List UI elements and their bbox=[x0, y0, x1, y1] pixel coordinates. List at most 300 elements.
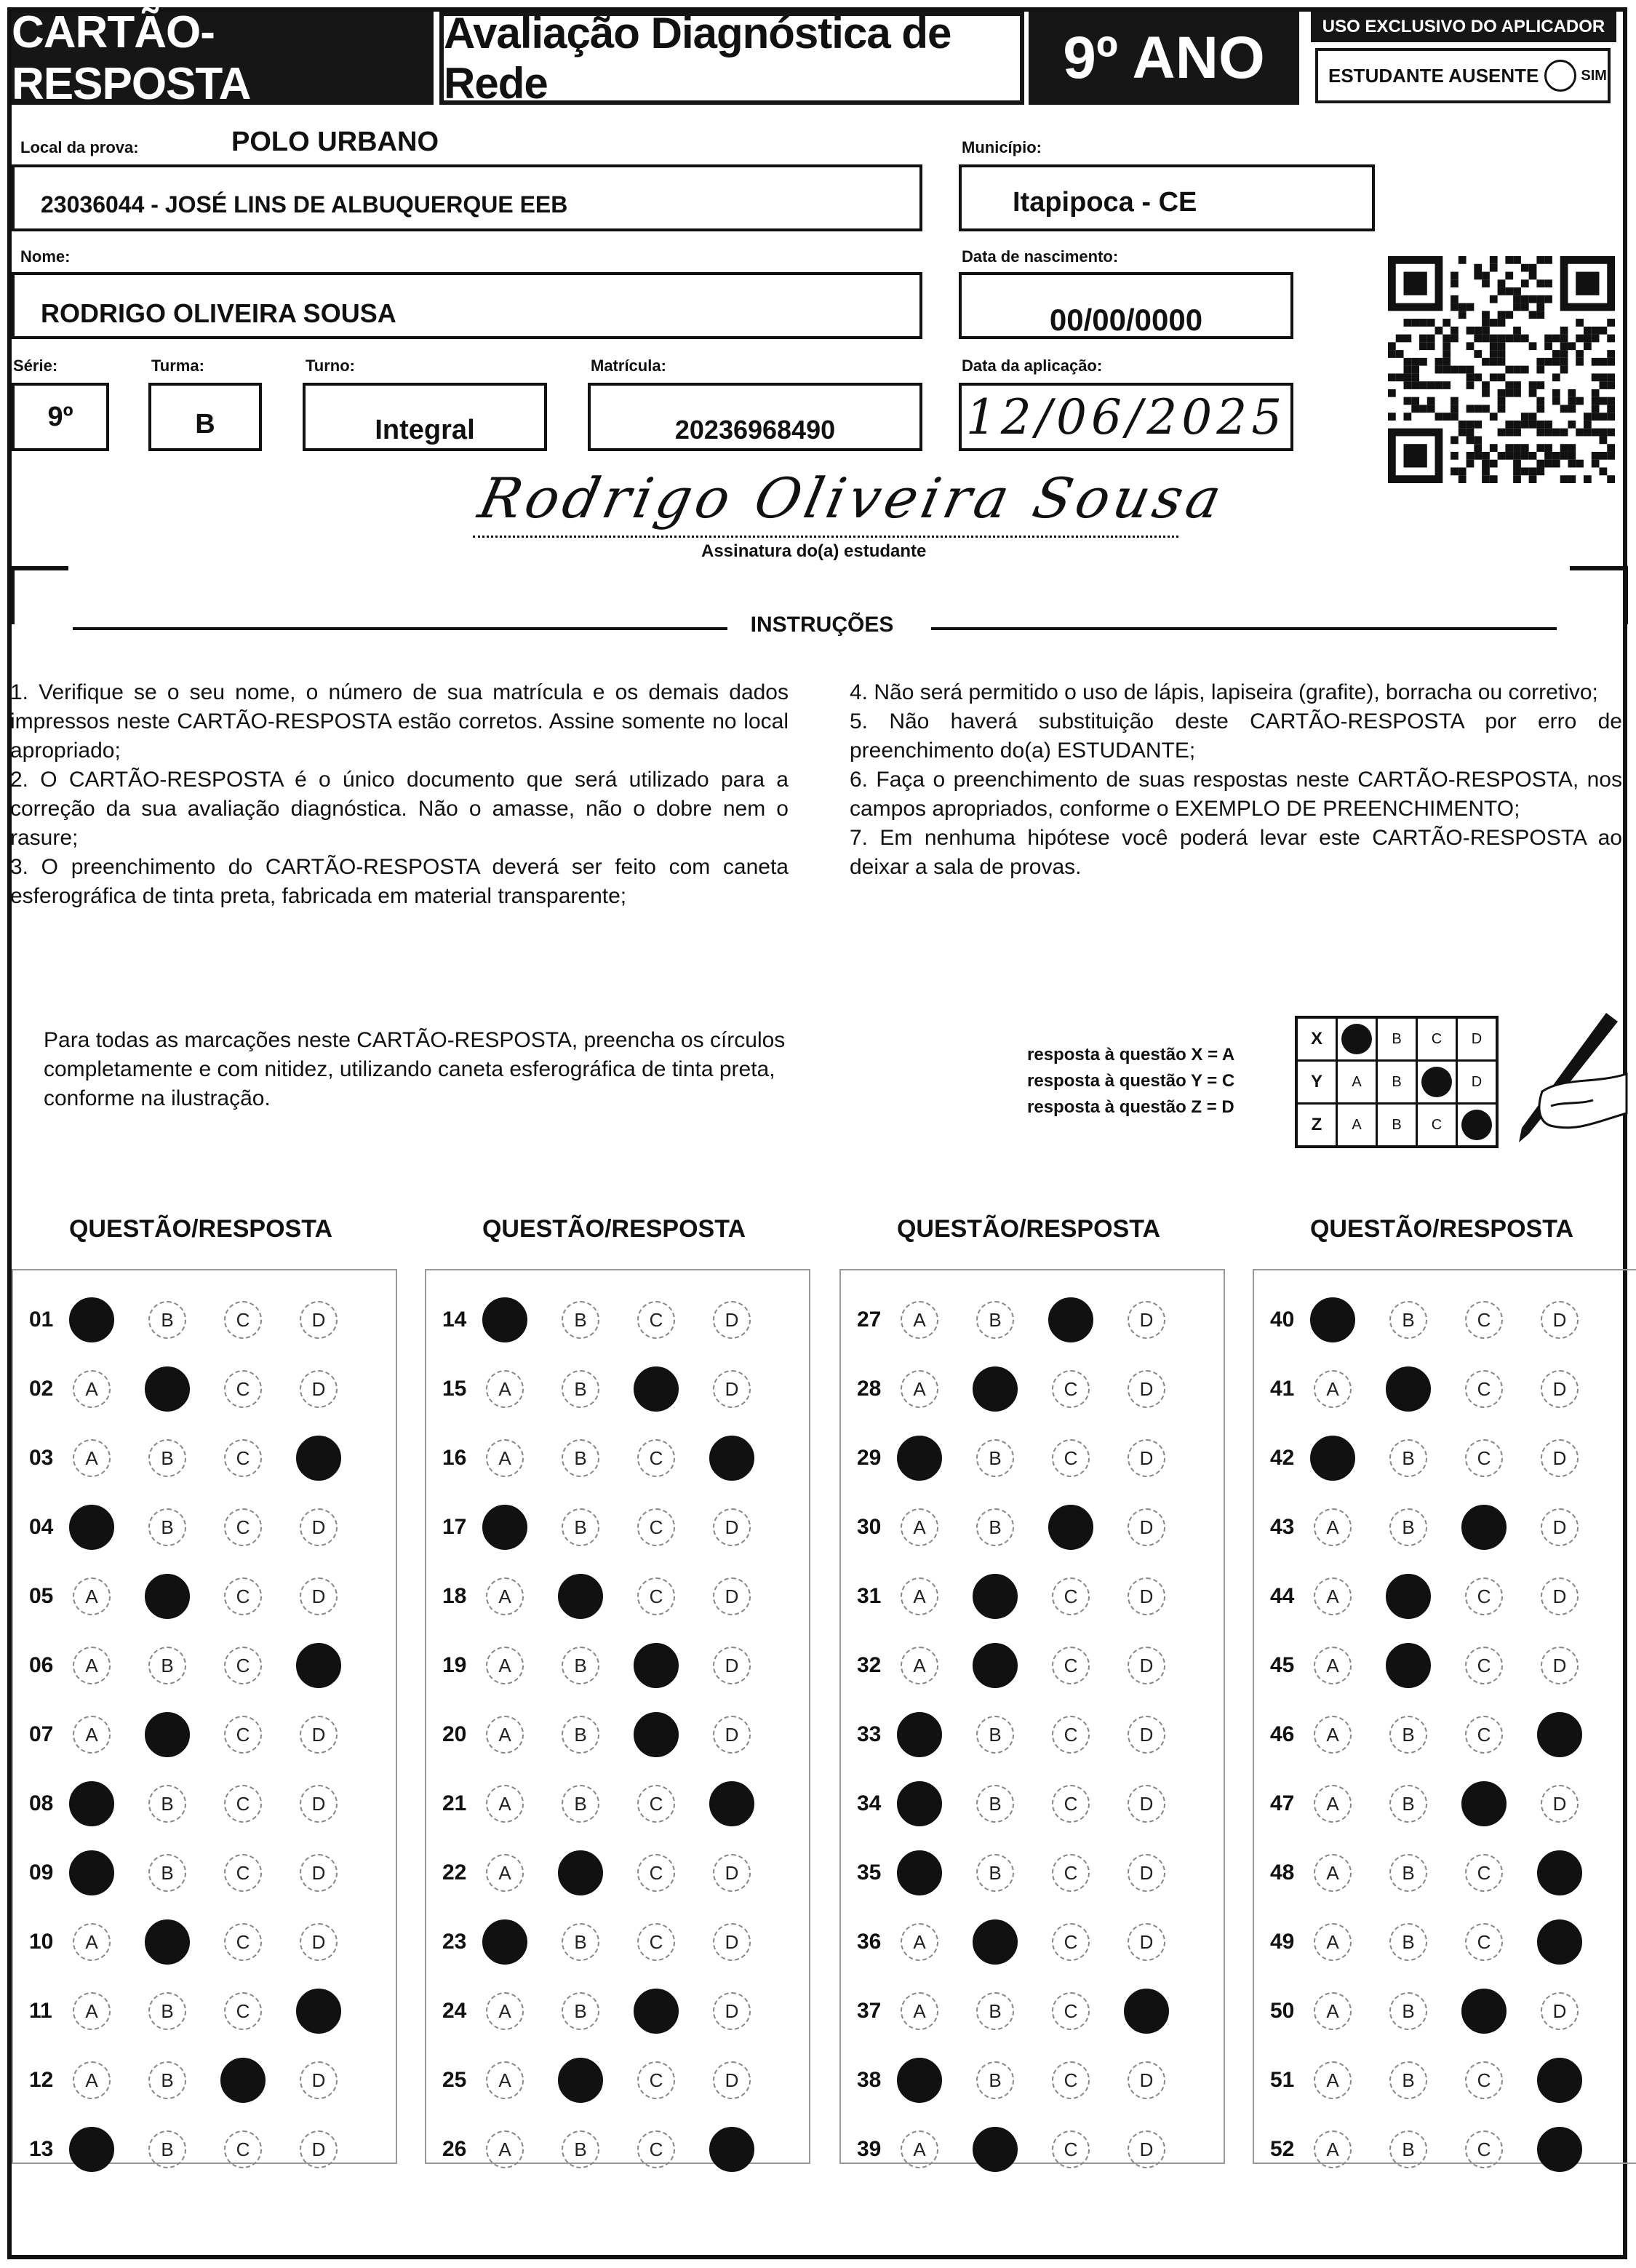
answer-bubble[interactable]: D bbox=[300, 1301, 338, 1339]
answer-bubble[interactable]: A bbox=[73, 1439, 111, 1477]
answer-bubble[interactable]: A bbox=[486, 1647, 524, 1684]
answer-bubble[interactable]: A bbox=[486, 1785, 524, 1823]
answer-bubble-filled[interactable] bbox=[1124, 1989, 1169, 2034]
answer-bubble[interactable]: B bbox=[1389, 1439, 1427, 1477]
answer-bubble-filled[interactable] bbox=[973, 1366, 1018, 1412]
municipio-value: Itapipoca - CE bbox=[1013, 187, 1197, 218]
answer-bubble[interactable]: C bbox=[1052, 1785, 1090, 1823]
answer-bubble[interactable]: A bbox=[486, 1854, 524, 1892]
answer-bubble[interactable]: A bbox=[73, 1647, 111, 1684]
instructions-left bbox=[10, 678, 789, 911]
answer-bubble[interactable]: A bbox=[901, 1992, 938, 2030]
answer-bubble-filled[interactable] bbox=[634, 1366, 679, 1412]
answer-bubble[interactable]: D bbox=[713, 1577, 751, 1615]
turma-field bbox=[148, 383, 262, 451]
answer-bubble[interactable]: C bbox=[1465, 1647, 1503, 1684]
absent-checkbox[interactable] bbox=[1544, 60, 1576, 92]
answer-bubble[interactable]: B bbox=[1389, 1785, 1427, 1823]
question-row bbox=[1270, 1300, 1616, 1340]
answer-bubble[interactable]: A bbox=[901, 1647, 938, 1684]
answer-bubble-filled[interactable] bbox=[897, 1850, 942, 1895]
pen-hand-icon bbox=[1484, 1004, 1629, 1150]
answer-bubble[interactable]: B bbox=[976, 1439, 1014, 1477]
answer-bubble-filled[interactable] bbox=[1386, 1366, 1431, 1412]
answer-bubble-filled[interactable] bbox=[69, 1850, 114, 1895]
answer-bubble[interactable]: A bbox=[901, 1577, 938, 1615]
example-bubble: C bbox=[1417, 1104, 1457, 1147]
answer-bubble-filled[interactable] bbox=[973, 2127, 1018, 2172]
serie-value: 9º bbox=[47, 401, 73, 432]
answer-bubble[interactable]: B bbox=[976, 2061, 1014, 2099]
answer-bubble-filled[interactable] bbox=[709, 2127, 754, 2172]
answer-bubble[interactable]: B bbox=[976, 1992, 1014, 2030]
answer-bubble[interactable]: D bbox=[713, 2061, 751, 2099]
answer-bubble[interactable]: C bbox=[1052, 1716, 1090, 1754]
question-number: 33 bbox=[857, 1722, 882, 1746]
answer-bubble[interactable]: B bbox=[562, 1370, 599, 1408]
answer-bubble[interactable]: B bbox=[148, 1301, 186, 1339]
answer-bubble-filled[interactable] bbox=[296, 1643, 341, 1688]
nascimento-value: 00/00/0000 bbox=[1049, 303, 1203, 337]
example-bubble: C bbox=[1417, 1017, 1457, 1061]
answer-bubble[interactable]: C bbox=[1465, 2130, 1503, 2168]
question-row bbox=[1270, 2129, 1616, 2170]
question-number: 41 bbox=[1270, 1377, 1295, 1401]
answer-bubble-filled[interactable] bbox=[558, 1850, 603, 1895]
answer-bubble[interactable]: D bbox=[1128, 1923, 1165, 1961]
question-number: 43 bbox=[1270, 1515, 1295, 1539]
answer-bubble[interactable]: B bbox=[976, 1854, 1014, 1892]
question-number: 25 bbox=[442, 2068, 467, 2092]
answer-bubble[interactable]: B bbox=[148, 1785, 186, 1823]
question-number: 31 bbox=[857, 1584, 882, 1608]
question-row bbox=[29, 1576, 375, 1617]
nascimento-label: Data de nascimento: bbox=[962, 247, 1119, 266]
answer-bubble[interactable]: B bbox=[976, 1301, 1014, 1339]
answer-bubble[interactable]: A bbox=[486, 1577, 524, 1615]
question-number: 36 bbox=[857, 1930, 882, 1954]
column-title: QUESTÃO/RESPOSTA bbox=[482, 1215, 746, 1243]
answer-bubble[interactable]: D bbox=[713, 1716, 751, 1754]
answer-bubble[interactable]: C bbox=[224, 1923, 262, 1961]
question-row bbox=[29, 2129, 375, 2170]
answer-bubble[interactable]: C bbox=[224, 1301, 262, 1339]
question-number: 49 bbox=[1270, 1930, 1295, 1954]
answer-bubble[interactable]: B bbox=[1389, 1301, 1427, 1339]
question-number: 16 bbox=[442, 1446, 467, 1470]
answer-bubble-filled[interactable] bbox=[1386, 1574, 1431, 1619]
answer-bubble[interactable]: B bbox=[562, 2130, 599, 2168]
question-row bbox=[442, 1783, 789, 1824]
answer-bubble-filled[interactable] bbox=[296, 1436, 341, 1481]
answer-bubble[interactable]: D bbox=[713, 1854, 751, 1892]
example-legend bbox=[1027, 1042, 1234, 1121]
answer-bubble[interactable]: B bbox=[1389, 1992, 1427, 2030]
answer-bubble[interactable]: D bbox=[1128, 1577, 1165, 1615]
answer-bubble[interactable]: B bbox=[148, 1647, 186, 1684]
question-number: 15 bbox=[442, 1377, 467, 1401]
example-bubble: D bbox=[1457, 1061, 1498, 1104]
question-row bbox=[29, 1645, 375, 1686]
answer-bubble[interactable]: D bbox=[713, 1301, 751, 1339]
answer-bubble[interactable]: C bbox=[1052, 1647, 1090, 1684]
answer-bubble-filled[interactable] bbox=[482, 1919, 527, 1965]
municipio-label: Município: bbox=[962, 138, 1042, 156]
answer-bubble[interactable]: D bbox=[1541, 1577, 1579, 1615]
answer-bubble[interactable]: A bbox=[1314, 2130, 1352, 2168]
answer-bubble[interactable]: A bbox=[486, 1370, 524, 1408]
aplicacao-field bbox=[959, 383, 1293, 451]
answer-bubble-filled[interactable] bbox=[482, 1297, 527, 1342]
answer-bubble-filled[interactable] bbox=[973, 1643, 1018, 1688]
answer-bubble[interactable]: D bbox=[1541, 1992, 1579, 2030]
answer-bubble-filled[interactable] bbox=[69, 1297, 114, 1342]
answer-bubble[interactable]: B bbox=[148, 1508, 186, 1546]
answer-bubble[interactable]: A bbox=[1314, 1508, 1352, 1546]
question-number: 09 bbox=[29, 1861, 54, 1885]
answer-bubble[interactable]: D bbox=[1128, 2130, 1165, 2168]
answer-bubble[interactable]: B bbox=[976, 1785, 1014, 1823]
answer-bubble[interactable]: D bbox=[1541, 1439, 1579, 1477]
answer-bubble[interactable]: C bbox=[1052, 2061, 1090, 2099]
example-row bbox=[1296, 1061, 1497, 1104]
answer-bubble[interactable]: A bbox=[73, 1992, 111, 2030]
answer-bubble[interactable]: D bbox=[1128, 1647, 1165, 1684]
answer-bubble[interactable]: C bbox=[1052, 1854, 1090, 1892]
answer-bubble[interactable]: D bbox=[1541, 1508, 1579, 1546]
answer-bubble[interactable]: A bbox=[1314, 1577, 1352, 1615]
question-row bbox=[857, 1783, 1203, 1824]
answer-bubble[interactable]: B bbox=[976, 1508, 1014, 1546]
answer-bubble-filled[interactable] bbox=[1537, 2058, 1582, 2103]
answer-bubble-filled[interactable] bbox=[220, 2058, 266, 2103]
answer-bubble-filled[interactable] bbox=[1461, 1989, 1507, 2034]
answer-bubble[interactable]: D bbox=[1128, 1301, 1165, 1339]
question-number: 47 bbox=[1270, 1791, 1295, 1815]
question-row bbox=[29, 1438, 375, 1479]
answer-bubble[interactable]: B bbox=[148, 1439, 186, 1477]
question-row bbox=[857, 1507, 1203, 1548]
answer-bubble[interactable]: B bbox=[562, 1439, 599, 1477]
answer-bubble[interactable]: C bbox=[1052, 1577, 1090, 1615]
answer-bubble-filled[interactable] bbox=[69, 1781, 114, 1826]
example-filled-bubble bbox=[1417, 1061, 1457, 1104]
example-grid bbox=[1295, 1016, 1499, 1148]
answer-bubble[interactable]: C bbox=[224, 2130, 262, 2168]
answer-bubble[interactable]: D bbox=[1128, 1785, 1165, 1823]
answer-bubble-filled[interactable] bbox=[145, 1366, 190, 1412]
answer-bubble-filled[interactable] bbox=[145, 1712, 190, 1757]
answer-bubble[interactable]: C bbox=[637, 1439, 675, 1477]
answer-bubble[interactable]: C bbox=[1465, 1301, 1503, 1339]
answer-bubble[interactable]: D bbox=[300, 1577, 338, 1615]
answer-bubble[interactable]: A bbox=[1314, 2061, 1352, 2099]
question-number: 12 bbox=[29, 2068, 54, 2092]
example-row-label: X bbox=[1296, 1017, 1337, 1061]
question-number: 51 bbox=[1270, 2068, 1295, 2092]
answer-bubble[interactable]: A bbox=[73, 1716, 111, 1754]
answer-bubble[interactable]: C bbox=[1465, 1577, 1503, 1615]
answer-bubble[interactable]: B bbox=[148, 2130, 186, 2168]
answer-bubble[interactable]: C bbox=[224, 1647, 262, 1684]
answer-bubble-filled[interactable] bbox=[634, 1643, 679, 1688]
instruction-item: 5. Não haverá substituição deste CARTÃO-RESPOSTA por erro de preenchimento do(a) ESTUDANTE; bbox=[850, 709, 1622, 763]
question-number: 34 bbox=[857, 1791, 882, 1815]
answer-bubble[interactable]: D bbox=[713, 1647, 751, 1684]
municipio-field bbox=[959, 164, 1375, 231]
applicator-header: USO EXCLUSIVO DO APLICADOR bbox=[1311, 12, 1616, 42]
answer-bubble-filled[interactable] bbox=[897, 1436, 942, 1481]
answer-bubble[interactable]: C bbox=[1465, 1370, 1503, 1408]
question-row bbox=[29, 1300, 375, 1340]
answer-bubble[interactable]: C bbox=[224, 1508, 262, 1546]
question-row bbox=[442, 1576, 789, 1617]
answer-bubble-filled[interactable] bbox=[1537, 1919, 1582, 1965]
example-row bbox=[1296, 1017, 1497, 1061]
answer-bubble-filled[interactable] bbox=[482, 1505, 527, 1550]
answer-bubble[interactable]: A bbox=[901, 1301, 938, 1339]
example-filled-bubble bbox=[1337, 1017, 1377, 1061]
answer-bubble[interactable]: D bbox=[1128, 1439, 1165, 1477]
question-number: 45 bbox=[1270, 1653, 1295, 1677]
answer-bubble[interactable]: D bbox=[1541, 1785, 1579, 1823]
answer-bubble-filled[interactable] bbox=[1537, 1850, 1582, 1895]
answer-bubble[interactable]: C bbox=[1052, 1439, 1090, 1477]
answer-bubble[interactable]: D bbox=[713, 1508, 751, 1546]
matricula-value: 20236968490 bbox=[674, 415, 836, 445]
qr-code bbox=[1388, 256, 1615, 483]
question-row bbox=[857, 1714, 1203, 1755]
instructions-rule-right bbox=[931, 627, 1557, 630]
question-number: 35 bbox=[857, 1861, 882, 1885]
answer-bubble-filled[interactable] bbox=[634, 1712, 679, 1757]
answer-bubble[interactable]: A bbox=[1314, 1923, 1352, 1961]
answer-bubble-filled[interactable] bbox=[1310, 1436, 1355, 1481]
answer-bubble[interactable]: C bbox=[637, 1785, 675, 1823]
answer-bubble-filled[interactable] bbox=[897, 1781, 942, 1826]
answer-bubble[interactable]: D bbox=[1128, 1508, 1165, 1546]
answer-bubble-filled[interactable] bbox=[1537, 1712, 1582, 1757]
answer-bubble[interactable]: C bbox=[1465, 1716, 1503, 1754]
answer-bubble[interactable]: D bbox=[300, 1508, 338, 1546]
question-row bbox=[1270, 1853, 1616, 1893]
answer-bubble[interactable]: A bbox=[486, 2061, 524, 2099]
answer-bubble[interactable]: B bbox=[1389, 1716, 1427, 1754]
answer-bubble[interactable]: B bbox=[1389, 2130, 1427, 2168]
answer-bubble[interactable]: C bbox=[637, 1923, 675, 1961]
question-number: 18 bbox=[442, 1584, 467, 1608]
answer-bubble[interactable]: C bbox=[637, 1301, 675, 1339]
answer-bubble-filled[interactable] bbox=[69, 2127, 114, 2172]
answer-bubble[interactable]: A bbox=[1314, 1647, 1352, 1684]
answer-bubble[interactable]: B bbox=[148, 1854, 186, 1892]
answer-bubble[interactable]: D bbox=[300, 2061, 338, 2099]
answer-bubble[interactable]: C bbox=[1465, 1923, 1503, 1961]
answer-bubble-filled[interactable] bbox=[1048, 1297, 1093, 1342]
question-number: 19 bbox=[442, 1653, 467, 1677]
answer-bubble-filled[interactable] bbox=[709, 1781, 754, 1826]
answer-bubble[interactable]: D bbox=[300, 1854, 338, 1892]
answer-bubble[interactable]: D bbox=[713, 1992, 751, 2030]
answer-bubble[interactable]: A bbox=[73, 1577, 111, 1615]
instruction-item: 1. Verifique se o seu nome, o número de sua matrícula e os demais dados impressos neste CARTÃO-RESPOSTA estão corretos. Assine somente no local apropriado; bbox=[10, 680, 789, 763]
answer-bubble[interactable]: C bbox=[1052, 1992, 1090, 2030]
answer-bubble[interactable]: A bbox=[1314, 1716, 1352, 1754]
question-number: 06 bbox=[29, 1653, 54, 1677]
answer-bubble[interactable]: B bbox=[148, 2061, 186, 2099]
answer-bubble[interactable]: D bbox=[1128, 1370, 1165, 1408]
answer-bubble[interactable]: A bbox=[901, 1370, 938, 1408]
answer-bubble[interactable]: A bbox=[901, 1923, 938, 1961]
exam-title: Avaliação Diagnóstica de Rede bbox=[439, 12, 1024, 105]
answer-bubble[interactable]: B bbox=[1389, 1508, 1427, 1546]
instruction-item: 4. Não será permitido o uso de lápis, lapiseira (grafite), borracha ou corretivo; bbox=[850, 680, 1598, 704]
instruction-item: 7. Em nenhuma hipótese você poderá levar este CARTÃO-RESPOSTA ao deixar a sala de provas. bbox=[850, 826, 1622, 879]
question-row bbox=[1270, 1438, 1616, 1479]
answer-bubble[interactable]: B bbox=[562, 1992, 599, 2030]
answer-bubble[interactable]: C bbox=[224, 1439, 262, 1477]
answer-bubble[interactable]: B bbox=[562, 1508, 599, 1546]
answer-bubble[interactable]: C bbox=[224, 1992, 262, 2030]
question-row bbox=[29, 1922, 375, 1962]
answer-bubble[interactable]: D bbox=[1541, 1301, 1579, 1339]
question-row bbox=[857, 1369, 1203, 1409]
answer-bubble[interactable]: A bbox=[486, 1439, 524, 1477]
answer-bubble[interactable]: C bbox=[637, 1577, 675, 1615]
question-number: 13 bbox=[29, 2137, 54, 2161]
instruction-item: 6. Faça o preenchimento de suas respostas neste CARTÃO-RESPOSTA, nos campos apropriados, conforme o EXEMPLO DE PREENCHIMENTO; bbox=[850, 768, 1622, 821]
answer-bubble[interactable]: D bbox=[713, 1370, 751, 1408]
absent-box bbox=[1315, 48, 1611, 103]
answer-bubble-filled[interactable] bbox=[558, 1574, 603, 1619]
answer-bubble[interactable]: B bbox=[1389, 2061, 1427, 2099]
answer-bubble-filled[interactable] bbox=[1386, 1643, 1431, 1688]
answer-bubble[interactable]: D bbox=[1541, 1647, 1579, 1684]
answer-bubble[interactable]: C bbox=[637, 2061, 675, 2099]
answer-bubble-filled[interactable] bbox=[69, 1505, 114, 1550]
answer-bubble[interactable]: C bbox=[224, 1854, 262, 1892]
column-title: QUESTÃO/RESPOSTA bbox=[1309, 1215, 1574, 1243]
question-number: 04 bbox=[29, 1515, 54, 1539]
answer-bubble[interactable]: D bbox=[300, 1370, 338, 1408]
answer-bubble-filled[interactable] bbox=[145, 1574, 190, 1619]
answer-bubble[interactable]: C bbox=[1465, 2061, 1503, 2099]
answer-bubble[interactable]: C bbox=[224, 1716, 262, 1754]
answer-bubble[interactable]: B bbox=[976, 1716, 1014, 1754]
turno-field bbox=[303, 383, 547, 451]
question-row bbox=[1270, 1507, 1616, 1548]
question-row bbox=[1270, 2060, 1616, 2101]
local-label: Local da prova: bbox=[20, 138, 139, 156]
answer-bubble[interactable]: A bbox=[486, 1992, 524, 2030]
answer-bubble[interactable]: C bbox=[1465, 1854, 1503, 1892]
answer-bubble[interactable]: C bbox=[637, 1508, 675, 1546]
answer-bubble-filled[interactable] bbox=[973, 1919, 1018, 1965]
answer-bubble[interactable]: C bbox=[224, 1370, 262, 1408]
answer-bubble[interactable]: C bbox=[1052, 2130, 1090, 2168]
answer-bubble[interactable]: A bbox=[73, 1923, 111, 1961]
answer-bubble[interactable]: C bbox=[1052, 1923, 1090, 1961]
question-number: 07 bbox=[29, 1722, 54, 1746]
answer-bubble[interactable]: B bbox=[562, 1923, 599, 1961]
question-number: 30 bbox=[857, 1515, 882, 1539]
example-line: resposta à questão Y = C bbox=[1027, 1071, 1235, 1091]
answer-bubble[interactable]: D bbox=[300, 1716, 338, 1754]
answer-bubble[interactable]: C bbox=[1052, 1370, 1090, 1408]
answer-bubble[interactable]: A bbox=[1314, 1785, 1352, 1823]
question-number: 39 bbox=[857, 2137, 882, 2161]
question-row bbox=[442, 1438, 789, 1479]
nascimento-field bbox=[959, 272, 1293, 339]
answer-bubble[interactable]: B bbox=[562, 1647, 599, 1684]
answer-bubble[interactable]: A bbox=[1314, 1370, 1352, 1408]
example-line: resposta à questão X = A bbox=[1027, 1045, 1235, 1065]
answer-bubble-filled[interactable] bbox=[897, 2058, 942, 2103]
answer-bubble-filled[interactable] bbox=[1310, 1297, 1355, 1342]
answer-bubble-filled[interactable] bbox=[709, 1436, 754, 1481]
answer-bubble[interactable]: D bbox=[1128, 1854, 1165, 1892]
answer-bubble[interactable]: C bbox=[224, 1577, 262, 1615]
answer-bubble-filled[interactable] bbox=[973, 1574, 1018, 1619]
answer-bubble[interactable]: B bbox=[562, 1301, 599, 1339]
answer-bubble[interactable]: D bbox=[713, 1923, 751, 1961]
answer-bubble[interactable]: D bbox=[1128, 2061, 1165, 2099]
question-number: 26 bbox=[442, 2137, 467, 2161]
answer-bubble[interactable]: A bbox=[486, 2130, 524, 2168]
answer-bubble[interactable]: D bbox=[300, 2130, 338, 2168]
question-number: 21 bbox=[442, 1791, 467, 1815]
school-value: 23036044 - JOSÉ LINS DE ALBUQUERQUE EEB bbox=[41, 191, 568, 218]
answer-bubble[interactable]: D bbox=[1541, 1370, 1579, 1408]
answer-bubble[interactable]: B bbox=[1389, 1854, 1427, 1892]
answer-bubble-filled[interactable] bbox=[1048, 1505, 1093, 1550]
question-row bbox=[1270, 1714, 1616, 1755]
answer-bubble-filled[interactable] bbox=[634, 1989, 679, 2034]
answer-bubble[interactable]: A bbox=[901, 2130, 938, 2168]
answer-bubble[interactable]: B bbox=[562, 1785, 599, 1823]
answer-bubble-filled[interactable] bbox=[558, 2058, 603, 2103]
answer-bubble-filled[interactable] bbox=[1461, 1781, 1507, 1826]
answer-bubble-filled[interactable] bbox=[1537, 2127, 1582, 2172]
question-number: 42 bbox=[1270, 1446, 1295, 1470]
turma-label: Turma: bbox=[151, 357, 204, 375]
answer-bubble[interactable]: B bbox=[148, 1992, 186, 2030]
grade-badge: 9º ANO bbox=[1029, 12, 1299, 105]
answer-bubble[interactable]: A bbox=[73, 2061, 111, 2099]
answer-bubble-filled[interactable] bbox=[897, 1712, 942, 1757]
answer-bubble-filled[interactable] bbox=[296, 1989, 341, 2034]
answer-bubble[interactable]: B bbox=[1389, 1923, 1427, 1961]
answer-bubble[interactable]: A bbox=[1314, 1992, 1352, 2030]
example-bubble: B bbox=[1377, 1017, 1417, 1061]
answer-bubble[interactable]: D bbox=[300, 1785, 338, 1823]
answer-bubble[interactable]: A bbox=[1314, 1854, 1352, 1892]
answer-bubble-filled[interactable] bbox=[1461, 1505, 1507, 1550]
question-row bbox=[857, 1922, 1203, 1962]
question-number: 11 bbox=[29, 1999, 52, 2023]
answer-bubble[interactable]: D bbox=[300, 1923, 338, 1961]
answer-bubble[interactable]: A bbox=[901, 1508, 938, 1546]
answer-bubble[interactable]: A bbox=[73, 1370, 111, 1408]
answer-bubble[interactable]: C bbox=[224, 1785, 262, 1823]
answer-bubble[interactable]: A bbox=[486, 1716, 524, 1754]
answer-bubble[interactable]: C bbox=[637, 1854, 675, 1892]
answer-bubble[interactable]: C bbox=[637, 2130, 675, 2168]
answer-bubble[interactable]: D bbox=[1128, 1716, 1165, 1754]
answer-bubble-filled[interactable] bbox=[145, 1919, 190, 1965]
answer-bubble[interactable]: B bbox=[562, 1716, 599, 1754]
answer-bubble[interactable]: C bbox=[1465, 1439, 1503, 1477]
